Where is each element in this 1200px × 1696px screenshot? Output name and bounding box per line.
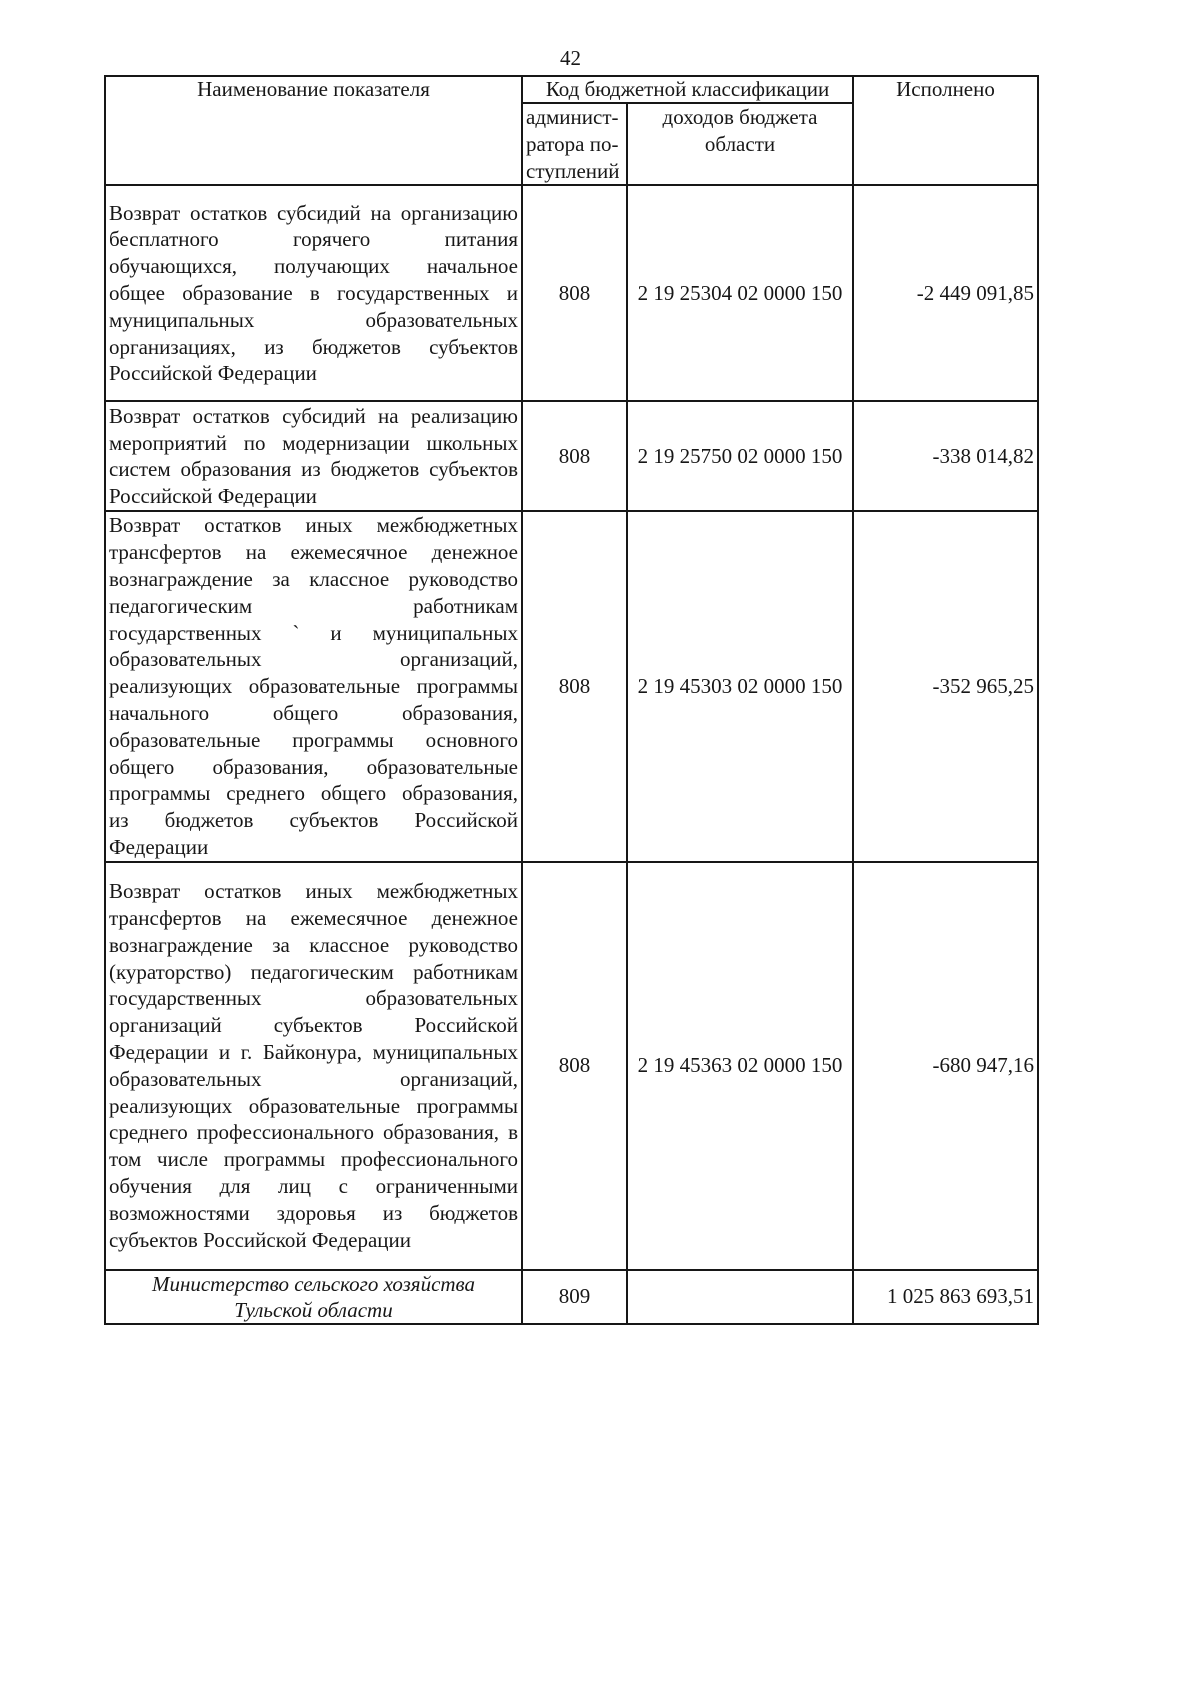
row-income-code bbox=[627, 1270, 853, 1324]
table-row bbox=[105, 862, 1038, 1270]
row-name-line: (кураторство) педагогическим работникам bbox=[109, 959, 518, 984]
header-row bbox=[105, 76, 1038, 103]
row-name-line: реализующих образовательные программы bbox=[109, 1093, 518, 1118]
header-admin-line: админист- bbox=[526, 105, 619, 129]
row-name-line: Федерации bbox=[109, 834, 209, 859]
row-name-line: общее образование в государственных и bbox=[109, 280, 518, 305]
row-executed-amount: 1 025 863 693,51 bbox=[853, 1270, 1038, 1324]
row-income-code: 2 19 25750 02 0000 150 bbox=[627, 401, 853, 511]
row-name-line: реализующих образовательные программы bbox=[109, 674, 518, 699]
row-name-line: муниципальных образовательных bbox=[109, 307, 518, 332]
row-name-line: мероприятий по модернизации школьных bbox=[109, 430, 518, 455]
header-admin-line: ступлений bbox=[526, 158, 620, 183]
row-name-line: вознаграждение за классное руководство bbox=[109, 932, 518, 957]
header-admin bbox=[522, 103, 627, 185]
row-admin-code: 808 bbox=[522, 185, 627, 401]
row-name-line: образовательных организаций, bbox=[109, 1066, 518, 1091]
row-name-line: трансфертов на ежемесячное денежное bbox=[109, 905, 518, 930]
row-name-line: Тульской области bbox=[234, 1297, 393, 1322]
row-name-line: бесплатного горячего питания bbox=[109, 227, 518, 252]
row-executed-amount: -2 449 091,85 bbox=[853, 185, 1038, 401]
row-name-line: возможностями здоровья из бюджетов bbox=[109, 1200, 518, 1225]
row-name-line: Возврат остатков иных межбюджетных bbox=[109, 513, 518, 538]
row-name-line: из бюджетов субъектов Российской bbox=[109, 808, 518, 833]
header-executed: Исполнено bbox=[853, 76, 1038, 185]
row-name-line: Министерство сельского хозяйства bbox=[151, 1271, 476, 1296]
row-name-line: обучающихся, получающих начальное bbox=[109, 254, 518, 279]
header-code-group: Код бюджетной классификации bbox=[522, 76, 853, 103]
table-row bbox=[105, 401, 1038, 511]
row-name-line: Федерации и г. Байконура, муниципальных bbox=[109, 1039, 518, 1064]
row-executed-amount: -680 947,16 bbox=[853, 862, 1038, 1270]
row-admin-code: 808 bbox=[522, 401, 627, 511]
row-name-line: организаций субъектов Российской bbox=[109, 1013, 518, 1038]
header-admin-line: ратора по- bbox=[526, 131, 619, 156]
row-executed-amount: -352 965,25 bbox=[853, 511, 1038, 861]
row-admin-code: 808 bbox=[522, 862, 627, 1270]
table-row bbox=[105, 511, 1038, 861]
row-name-line: вознаграждение за классное руководство bbox=[109, 566, 518, 591]
header-income bbox=[627, 103, 853, 185]
header-income-line: доходов бюджета bbox=[662, 105, 818, 129]
row-name-line: субъектов Российской Федерации bbox=[109, 1227, 412, 1252]
row-name-line: трансфертов на ежемесячное денежное bbox=[109, 540, 518, 565]
row-name-line: образовательные программы основного bbox=[109, 727, 518, 752]
page-number: 42 bbox=[560, 46, 581, 70]
row-name-cell bbox=[105, 185, 522, 401]
row-name-line: среднего профессионального образования, в bbox=[109, 1120, 518, 1145]
row-name-cell bbox=[105, 1270, 522, 1324]
row-name-line: образовательных организаций, bbox=[109, 647, 518, 672]
row-executed-amount: -338 014,82 bbox=[853, 401, 1038, 511]
row-income-code: 2 19 25304 02 0000 150 bbox=[627, 185, 853, 401]
row-name-line: государственных образовательных bbox=[109, 986, 518, 1011]
row-name-line: том числе программы профессионального bbox=[109, 1147, 518, 1172]
row-name-line: государственных ` и муниципальных bbox=[109, 620, 518, 645]
row-name-cell bbox=[105, 862, 522, 1270]
header-income-line: области bbox=[704, 131, 776, 156]
row-income-code: 2 19 45303 02 0000 150 bbox=[627, 511, 853, 861]
header-name: Наименование показателя bbox=[105, 76, 522, 185]
row-name-cell bbox=[105, 401, 522, 511]
row-name-line: педагогическим работникам bbox=[109, 593, 518, 618]
budget-table bbox=[104, 75, 1039, 1325]
row-name-line: систем образования из бюджетов субъектов bbox=[109, 457, 518, 482]
table-row bbox=[105, 185, 1038, 401]
row-name-line: Возврат остатков субсидий на реализацию bbox=[109, 403, 518, 428]
row-name-line: Возврат остатков иных межбюджетных bbox=[109, 879, 518, 904]
row-admin-code: 809 bbox=[522, 1270, 627, 1324]
row-name-line: Российской Федерации bbox=[109, 361, 317, 386]
row-name-line: Российской Федерации bbox=[109, 484, 317, 509]
row-name-line: Возврат остатков субсидий на организацию bbox=[109, 200, 518, 225]
row-income-code: 2 19 45363 02 0000 150 bbox=[627, 862, 853, 1270]
row-name-line: программы среднего общего образования, bbox=[109, 781, 518, 806]
row-name-line: общего образования, образовательные bbox=[109, 754, 518, 779]
row-name-line: обучения для лиц с ограниченными bbox=[109, 1173, 518, 1198]
row-name-line: начального общего образования, bbox=[109, 700, 518, 725]
row-name-cell bbox=[105, 511, 522, 861]
row-name-line: организациях, из бюджетов субъектов bbox=[109, 334, 518, 359]
table-row bbox=[105, 1270, 1038, 1324]
row-admin-code: 808 bbox=[522, 511, 627, 861]
table-body bbox=[105, 76, 1038, 1324]
